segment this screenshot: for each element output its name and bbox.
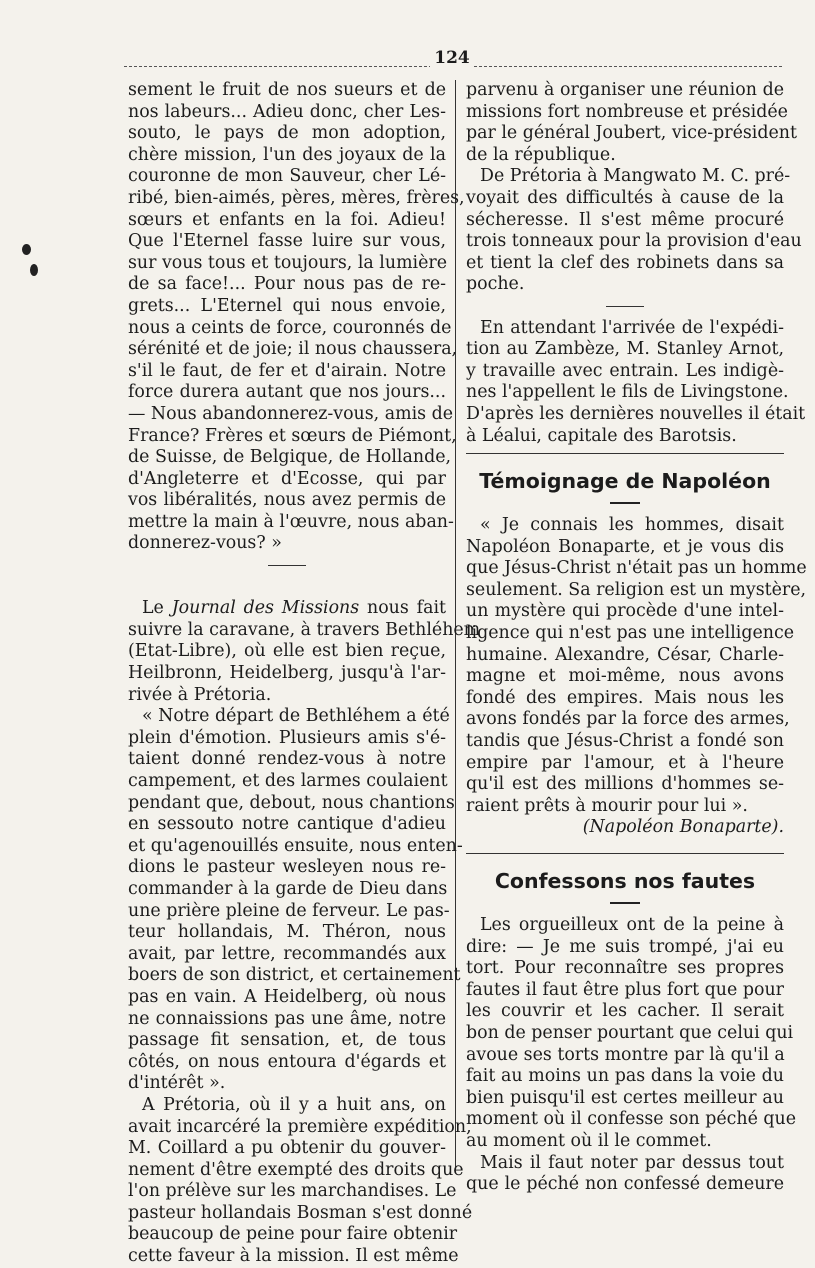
text-line: magne et moi-même, nous avons <box>466 666 784 687</box>
text-line: Heilbronn, Heidelberg, jusqu'à l'ar- <box>128 663 446 684</box>
text-line: chère mission, l'un des joyaux de la <box>128 144 446 165</box>
text-line: grets... L'Eternel qui nous envoie, <box>128 295 446 316</box>
text-line: De Prétoria à Mangwato M. C. pré- <box>480 166 791 187</box>
text-line: Le Journal des Missions nous fait <box>142 598 446 619</box>
text-line: de sa face!... Pour nous pas de re- <box>128 274 446 295</box>
text-line: de Suisse, de Belgique, de Hollande, <box>128 447 452 468</box>
article-rule <box>466 447 784 461</box>
text-line: pas en vain. A Heidelberg, où nous <box>128 986 446 1007</box>
article-heading: Témoignage de Napoléon <box>479 469 771 494</box>
text-line: d'Angleterre et d'Ecosse, qui par <box>128 468 446 489</box>
text-line: à Léalui, capitale des Barotsis. <box>466 425 737 446</box>
text-line: humaine. Alexandre, César, Charle- <box>466 644 784 665</box>
text-line: campement, et des larmes coulaient <box>128 771 448 791</box>
paragraph <box>128 80 465 555</box>
text-line: couronne de mon Sauveur, cher Lé- <box>128 166 446 187</box>
text-line: beaucoup de peine pour faire obtenir <box>128 1224 458 1245</box>
text-line: par le général Joubert, vice-président <box>466 123 797 144</box>
text-line: sœurs et enfants en la foi. Adieu! <box>128 209 446 230</box>
text-line: voyait des difficultés à cause de la <box>466 187 784 208</box>
section-separator <box>128 555 446 577</box>
text-line: et tient la clef des robinets dans sa <box>466 252 784 273</box>
text-line: missions fort nombreuse et présidée <box>466 101 788 122</box>
page-number: 124 <box>430 48 474 68</box>
text-line: force durera autant que nos jours... <box>128 382 446 403</box>
text-line: tion au Zambèze, M. Stanley Arnot, <box>466 339 784 360</box>
text-line: bon de penser pourtant que celui qui <box>466 1022 794 1043</box>
text-line: avons fondés par la force des armes, <box>466 709 790 730</box>
text-line: (Etat-Libre), où elle est bien reçue, <box>128 641 446 662</box>
text-line: avait incarcéré la première expédition, <box>128 1116 472 1137</box>
text-line: taient donné rendez-vous à notre <box>128 749 446 770</box>
text-line: donnerez-vous? » <box>128 533 282 554</box>
text-line: seulement. Sa religion est un mystère, <box>466 579 807 600</box>
text-line: teur hollandais, M. Théron, nous <box>128 922 446 943</box>
text-line: moment où il confesse son péché que <box>466 1109 797 1130</box>
ink-smudge <box>30 264 38 276</box>
text-line: mettre la main à l'œuvre, nous aban- <box>128 511 454 532</box>
paragraph <box>466 166 802 296</box>
text-line: bien puisqu'il est certes meilleur au <box>466 1087 784 1108</box>
text-line: nous a ceints de force, couronnés de <box>128 317 452 338</box>
text-line: nos labeurs... Adieu donc, cher Les- <box>128 101 446 122</box>
text-line: A Prétoria, où il y a huit ans, on <box>142 1094 446 1115</box>
text-line: commander à la garde de Dieu dans <box>128 878 448 899</box>
signature: (Napoléon Bonaparte). <box>582 817 784 838</box>
text-line: passage fit sensation, et, de tous <box>128 1030 446 1051</box>
text-line: pasteur hollandais Bosman s'est donné <box>128 1202 473 1223</box>
paragraph <box>466 317 806 448</box>
text-line: Que l'Eternel fasse luire sur vous, <box>128 231 446 252</box>
text-line: ne connaissions pas une âme, notre <box>128 1008 446 1029</box>
paragraph <box>128 1094 473 1268</box>
text-line: sement le fruit de nos sueurs et de <box>128 80 446 100</box>
text-line: fait au moins un pas dans la voie du <box>466 1066 784 1087</box>
text-line: parvenu à organiser une réunion de <box>466 80 784 100</box>
text-line: pendant que, debout, nous chantions <box>128 792 455 813</box>
text-line: que Jésus-Christ n'était pas un homme <box>466 558 807 579</box>
text-line: sur vous tous et toujours, la lumière <box>128 252 448 273</box>
ink-smudge <box>22 244 31 255</box>
text-line: dire: — Je me suis trompé, j'ai eu <box>466 936 784 957</box>
text-line: trois tonneaux pour la provision d'eau <box>466 231 802 252</box>
text-line: M. Coillard a pu obtenir du gouver- <box>128 1138 446 1159</box>
text-line: « Je connais les hommes, disait <box>480 515 784 536</box>
text-line: avoue ses torts montre par là qu'il a <box>466 1044 785 1065</box>
text-line: qu'il est des millions d'hommes se- <box>466 774 784 795</box>
text-line: fautes il faut être plus fort que pour <box>466 979 784 1000</box>
text-line: vos libéralités, nous avez permis de <box>128 490 446 511</box>
text-line: — Nous abandonnerez-vous, amis de <box>128 403 454 424</box>
text-line: plein d'émotion. Plusieurs amis s'é- <box>128 727 446 748</box>
text-line: En attendant l'arrivée de l'expédi- <box>480 317 784 338</box>
text-line: dions le pasteur wesleyen nous re- <box>128 857 446 878</box>
text-line: l'on prélève sur les marchandises. Le <box>128 1181 457 1202</box>
right-column <box>466 80 807 1196</box>
text-line: Les orgueilleux ont de la peine à <box>480 915 784 935</box>
heading-separator <box>466 895 784 915</box>
text-line: empire par l'amour, et à l'heure <box>466 752 784 773</box>
text-line: d'intérêt ». <box>128 1073 226 1094</box>
text-line: Mais il faut noter par dessus tout <box>480 1152 784 1173</box>
paragraph <box>128 706 463 1095</box>
text-line: fondé des empires. Mais nous les <box>466 687 784 708</box>
article-heading: Confessons nos fautes <box>494 869 756 893</box>
text-line: ligence qui n'est pas une intelligence <box>466 623 795 644</box>
text-line: D'après les dernières nouvelles il était <box>466 403 806 424</box>
article-rule <box>466 847 784 861</box>
text-line: rivée à Prétoria. <box>128 684 272 705</box>
text-line: de la république. <box>466 144 616 165</box>
text-line: sérénité et de joie; il nous chaussera, <box>128 339 458 360</box>
text-line: France? Frères et sœurs de Piémont, <box>128 425 457 446</box>
text-line: ribé, bien-aimés, pères, mères, frères, <box>128 187 465 208</box>
text-line: souto, le pays de mon adoption, <box>128 123 446 144</box>
text-line: nement d'être exempté des droits que <box>128 1159 464 1180</box>
text-line: tandis que Jésus-Christ a fondé son <box>466 731 784 752</box>
left-column <box>128 80 481 1268</box>
section-separator <box>466 296 784 318</box>
text-line: cette faveur à la mission. Il est même <box>128 1246 459 1267</box>
text-line: Napoléon Bonaparte, et je vous dis <box>466 536 784 557</box>
paragraph <box>466 515 807 817</box>
text-line: un mystère qui procède d'une intel- <box>466 601 784 622</box>
text-line: que le péché non confessé demeure <box>466 1174 784 1195</box>
text-line: une prière pleine de ferveur. Le pas- <box>128 900 450 921</box>
text-line: sécheresse. Il s'est même procuré <box>466 209 784 230</box>
text-line: s'il le faut, de fer et d'airain. Notre <box>128 360 446 381</box>
paragraph <box>466 1153 784 1196</box>
paragraph <box>128 619 481 706</box>
text-line: côtés, on nous entoura d'égards et <box>128 1051 446 1072</box>
text-line: tort. Pour reconnaître ses propres <box>466 958 784 979</box>
text-line: y travaille avec entrain. Les indigè- <box>466 360 784 381</box>
text-line: nes l'appellent le fils de Livingstone. <box>466 382 789 403</box>
text-line: « Notre départ de Bethléhem a été <box>142 706 450 727</box>
heading-separator <box>466 495 784 515</box>
text-line: et qu'agenouillés ensuite, nous enten- <box>128 835 463 856</box>
text-line: suivre la caravane, à travers Bethléhem <box>128 619 481 640</box>
paragraph <box>466 80 797 166</box>
text-line: au moment où il le commet. <box>466 1130 712 1151</box>
text-line: poche. <box>466 274 525 295</box>
text-line: avait, par lettre, recommandés aux <box>128 943 446 964</box>
text-line: raient prêts à mourir pour lui ». <box>466 795 748 816</box>
text-line: boers de son district, et certainement <box>128 965 461 986</box>
paragraph <box>466 915 797 1153</box>
text-line: en sessouto notre cantique d'adieu <box>128 814 446 835</box>
text-line: les couvrir et les cacher. Il serait <box>466 1001 784 1022</box>
